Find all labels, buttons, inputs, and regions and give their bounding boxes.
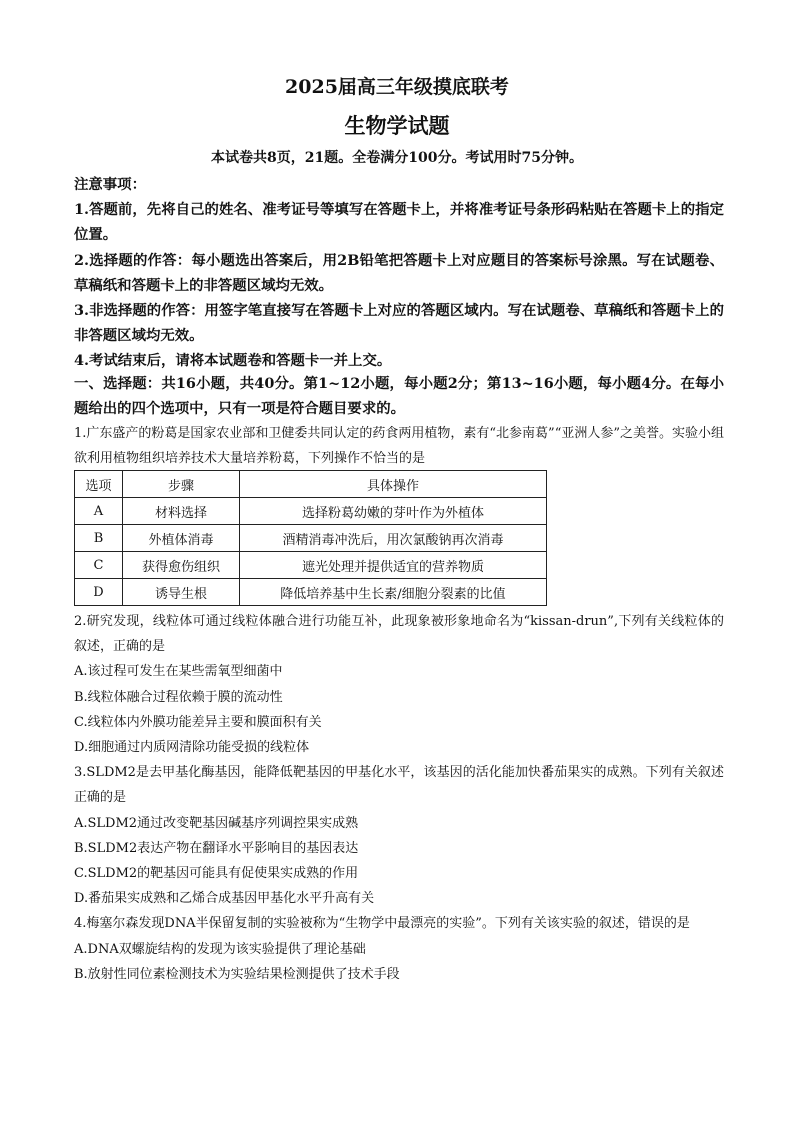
table-cell: D (75, 579, 123, 606)
table-cell: 酒精消毒冲洗后，用次氯酸钠再次消毒 (240, 525, 547, 552)
table-header-cell: 步骤 (123, 471, 240, 498)
notes-block (74, 172, 724, 374)
note-item: 1.答题前，先将自己的姓名、准考证号等填写在答题卡上，并将准考证号条形码粘贴在答题卡上的指定位置。 (74, 201, 724, 244)
operations-table (74, 470, 547, 606)
question-stem: 1.广东盛产的粉葛是国家农业部和卫健委共同认定的药食两用植物，素有“北参南葛”“亚洲人参”之美誉。实验小组欲利用植物组织培养技术大量培养粉葛，下列操作不恰当的是 (74, 426, 724, 467)
exam-title: 2025届高三年级摸底联考 (285, 76, 509, 98)
question-option: D.番茄果实成熟和乙烯合成基因甲基化水平升高有关 (74, 891, 375, 907)
note-item: 2.选择题的作答：每小题选出答案后，用2B铅笔把答题卡上对应题目的答案标号涂黑。写在试题卷、草稿纸和答题卡上的非答题区域均无效。 (74, 251, 724, 294)
table-cell: 获得愈伤组织 (123, 552, 240, 579)
table-cell: 诱导生根 (123, 579, 240, 606)
question-option: C.线粒体内外膜功能差异主要和膜面积有关 (74, 714, 322, 730)
notes-heading: 注意事项： (74, 176, 146, 193)
table-cell: 降低培养基中生长素/细胞分裂素的比值 (240, 579, 547, 606)
table-row (75, 579, 547, 606)
table-cell: 外植体消毒 (123, 525, 240, 552)
table-cell: C (75, 552, 123, 579)
question-option: A.该过程可发生在某些需氧型细菌中 (74, 664, 283, 680)
note-item: 3.非选择题的作答：用签字笔直接写在答题卡上对应的答题区域内。写在试题卷、草稿纸和答题卡上的非答题区域均无效。 (74, 302, 724, 345)
question-option: B.SLDM2表达产物在翻译水平影响目的基因表达 (74, 840, 359, 856)
questions-2-4 (74, 609, 724, 987)
question-option: A.DNA双螺旋结构的发现为该实验提供了理论基础 (74, 941, 366, 957)
table-row (75, 498, 547, 525)
table-row (75, 525, 547, 552)
question-option: B.线粒体融合过程依赖于膜的流动性 (74, 689, 283, 705)
table-row (75, 552, 547, 579)
question-stem: 4.梅塞尔森发现DNA半保留复制的实验被称为“生物学中最漂亮的实验”。下列有关该实验的叙述，错误的是 (74, 916, 690, 932)
table-header-row (75, 471, 547, 498)
note-item: 4.考试结束后，请将本试题卷和答题卡一并上交。 (74, 352, 392, 370)
section-heading: 一、选择题：共16小题，共40分。第1~12小题，每小题2分；第13~16小题，每小题4分。在每小题给出的四个选项中，只有一项是符合题目要求的。 (74, 375, 724, 417)
table-cell: 选择粉葛幼嫩的芽叶作为外植体 (240, 498, 547, 525)
table-header-cell: 选项 (75, 471, 123, 498)
exam-info: 本试卷共8页，21题。全卷满分100分。考试用时75分钟。 (211, 150, 583, 166)
section-heading-block (74, 371, 724, 421)
question-stem: 2.研究发现，线粒体可通过线粒体融合进行功能互补，此现象被形象地命名为“kissan-drun”,下列有关线粒体的叙述，正确的是 (74, 614, 724, 655)
question-option: D.细胞通过内质网清除功能受损的线粒体 (74, 740, 310, 756)
question-1 (74, 421, 724, 471)
table-cell: 遮光处理并提供适宜的营养物质 (240, 552, 547, 579)
table-cell: 材料选择 (123, 498, 240, 525)
table-cell: B (75, 525, 123, 552)
exam-subject: 生物学试题 (344, 113, 450, 138)
question-option: A.SLDM2通过改变靶基因碱基序列调控果实成熟 (74, 815, 359, 831)
table-cell: A (75, 498, 123, 525)
question-stem: 3.SLDM2是去甲基化酶基因，能降低靶基因的甲基化水平，该基因的活化能加快番茄果实的成熟。下列有关叙述正确的是 (74, 765, 724, 806)
question-option: C.SLDM2的靶基因可能具有促使果实成熟的作用 (74, 866, 359, 882)
question-option: B.放射性同位素检测技术为实验结果检测提供了技术手段 (74, 966, 400, 982)
table-header-cell: 具体操作 (240, 471, 547, 498)
